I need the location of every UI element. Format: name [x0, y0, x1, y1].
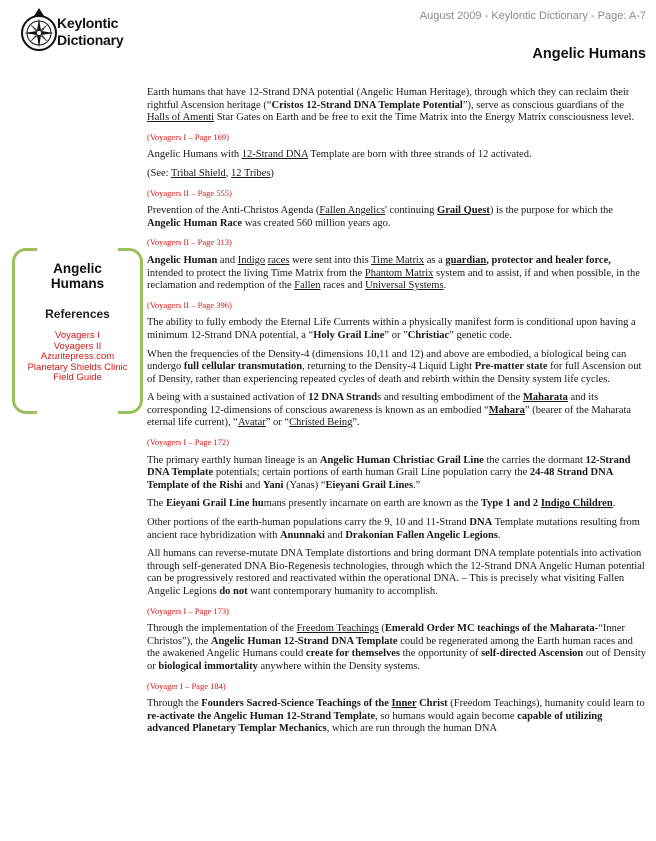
paragraph [147, 317, 646, 342]
text-run: and [242, 479, 263, 491]
emphasis-text: Christ [416, 698, 448, 710]
text-run: Star Gates on Earth and be free to exit the Time Matrix into the Energy Matrix consciousness level. [214, 112, 635, 124]
term-link[interactable]: 12-Strand DNA [241, 149, 308, 161]
text-run: out of Density or [147, 648, 646, 672]
text-run: . [443, 280, 447, 292]
text-run: s and resulting embodiment of the [377, 392, 523, 404]
text-run: potentials; certain portions of earth human Grail Line population carry the [213, 467, 530, 479]
emphasis-text: create for themselves [305, 648, 400, 660]
text-run: The [147, 498, 166, 510]
emphasis-text: capable of utilizing advanced Planetary Templar Mechanics [147, 710, 603, 735]
term-link[interactable]: Halls of Amenti [147, 112, 215, 124]
text-run: ”), serve as conscious guardians of the [462, 99, 625, 111]
paragraph [147, 87, 646, 125]
text-run: When the frequencies of the Density-4 (dimensions 10,11 and 12) and above are embodied, a biological being can undergo [147, 348, 627, 373]
emphasis-text: Emerald Order MC teachings of the Maharata- [384, 623, 599, 635]
source-citation: (Voyager I – Page 184) [147, 680, 226, 691]
term-link[interactable]: Phantom Matrix [364, 267, 434, 279]
term-link[interactable]: Inner [391, 698, 417, 710]
reference-link-planetary-shields-clinic[interactable]: Planetary Shields Clinic [27, 361, 128, 373]
text-run: Template are born with three strands of 12 activated. [308, 149, 532, 161]
page-title: Angelic Humans [532, 46, 646, 62]
text-run: ”. [352, 417, 360, 429]
text-run: The primary earthly human lineage is an [147, 454, 320, 466]
term-link[interactable]: Avatar [237, 417, 266, 429]
text-run: ) is the purpose for which the [489, 205, 613, 217]
paragraph [147, 205, 646, 230]
text-run: for full Ascension out of Density, rather than experiencing repeated cycles of death and rebirth within the Density system life cycles. [147, 361, 642, 385]
emphasis-text: do not [219, 586, 248, 597]
paragraph [147, 623, 646, 673]
text-run: Earth humans that have 12-Strand DNA potential (Angelic Human Heritage), through which they can reclaim their rightful Ascension heritage (“ [147, 87, 630, 111]
text-run: . [612, 498, 616, 510]
logo-wordmark [57, 15, 123, 49]
emphasis-text: Type 1 and 2 [480, 498, 541, 510]
text-run: ' continuing [384, 205, 438, 217]
text-run: ( [378, 623, 385, 635]
paragraph [147, 255, 646, 293]
text-run: want contemporary humanity to accomplish. [247, 586, 438, 597]
text-run: the opportunity of [400, 648, 482, 660]
term-link[interactable]: Freedom Teachings [296, 623, 379, 635]
text-run: as a [424, 254, 446, 266]
source-citation: (Voyagers I – Page 173) [147, 605, 229, 616]
text-run: ” (bearer of the Maharata eternal life current), “ [147, 404, 632, 429]
text-run: , which are run through the human DNA [326, 723, 498, 735]
sidebar-title-line-2: Humans [50, 276, 105, 291]
compass-emblem-icon [20, 6, 58, 54]
emphasis-text: 12-Strand DNA Template [147, 454, 631, 479]
text-run: ” genetic code. [449, 329, 512, 341]
reference-link-voyagers-2[interactable]: Voyagers II [53, 340, 102, 352]
source-citation: (Voyagers II – Page 555) [147, 187, 232, 198]
term-link[interactable]: Indigo [237, 254, 266, 266]
emphasis-text: Pre-matter state [474, 361, 548, 373]
emphasis-text: re-activate the Angelic Human 12-Strand Template [147, 710, 376, 722]
text-run: ” or ” [384, 329, 408, 341]
paragraph [147, 548, 646, 598]
emphasis-text: Eieyani Grail Line hu [165, 498, 264, 510]
term-link[interactable]: Maharata [522, 392, 568, 404]
header-meta: August 2009 - Keylontic Dictionary - Page: A-7 [419, 10, 646, 22]
paragraph [147, 498, 646, 511]
text-run: “Inner Christos”), the [147, 623, 626, 647]
reference-link-voyagers-1[interactable]: Voyagers I [55, 330, 100, 341]
text-run: .” [413, 479, 421, 491]
emphasis-text: Holy Grail Line [313, 329, 385, 341]
reference-link-azuritepress[interactable]: Azuritepress.com [40, 351, 115, 362]
text-run: Angelic Humans with [147, 149, 242, 161]
emphasis-text: 12 DNA Strand [308, 392, 378, 404]
emphasis-text: DNA [469, 517, 493, 529]
text-run: The ability to fully embody the Eternal Life Currents within a physically manifest form is conditional upon having a minimum 12-Strand DNA potential, a “ [147, 317, 636, 341]
source-citation: (Voyagers II – Page 396) [147, 299, 232, 310]
emphasis-text: Anunnaki [279, 529, 325, 541]
term-link[interactable]: Indigo Children [540, 498, 613, 510]
sidebar-panel [12, 248, 143, 414]
text-run: ” or “ [265, 417, 290, 429]
source-citation: (Voyagers I – Page 169) [147, 131, 229, 142]
logo-line-2: Dictionary [57, 32, 124, 48]
text-run: were sent into this [289, 254, 372, 266]
emphasis-text: 24-48 Strand DNA Template of the Rishi [147, 467, 613, 491]
text-run: All humans can reverse-mutate DNA Template distortions and bring dormant DNA template potentials into activation through self-generated DNA Bio-Regenesis technologies, through which the 12-Strand DNA Angelic Human potential can be progressively restored and reactivated within the operational DNA. – This is precisely what visiting Fallen Angelic Legions [147, 548, 645, 597]
term-link[interactable]: Christed Being [289, 417, 353, 429]
term-link[interactable]: Time Matrix [371, 254, 425, 266]
sidebar-title-line-1: Angelic [53, 261, 102, 276]
term-link[interactable]: Tribal Shield [171, 167, 226, 179]
emphasis-text: Angelic Human [147, 254, 218, 266]
emphasis-text: Eieyani Grail Lines [325, 479, 414, 491]
logo-line-1: Keylontic [57, 15, 119, 31]
sidebar-bracket-gap-bottom [37, 409, 118, 415]
text-run: A being with a sustained activation of [147, 392, 309, 404]
emphasis-text: Angelic Human Race [147, 217, 243, 229]
text-run: , [225, 167, 232, 179]
emphasis-text: biological immortality [158, 660, 258, 672]
article-body [147, 87, 646, 742]
text-run: Other portions of the earth-human populations carry the 9, 10 and 11-Strand [147, 517, 470, 529]
emphasis-text: Christiac [407, 329, 450, 341]
text-run: and its corresponding 12-dimensions of conscious awareness is known as an embodied “ [147, 392, 599, 416]
text-run: Through the implementation of the [147, 623, 297, 635]
term-link[interactable]: Grail Quest [437, 205, 490, 217]
paragraph [147, 455, 646, 493]
term-link[interactable]: Fallen Angelics [319, 205, 385, 217]
reference-links [15, 331, 140, 384]
emphasis-text: self-directed Ascension [481, 648, 584, 660]
see-also [147, 168, 646, 181]
text-run: mans presently incarnate on earth are known as the [263, 498, 481, 510]
sidebar-title [15, 261, 140, 291]
term-link[interactable]: Fallen [294, 280, 321, 292]
emphasis-text: Founders Sacred-Science Teachings of the [201, 698, 392, 710]
logo [20, 6, 130, 54]
paragraph [147, 149, 646, 162]
text-run: the carries the dormant [483, 454, 586, 466]
emphasis-text: , protector and healer force, [486, 254, 611, 266]
emphasis-text: Angelic Human Christiac Grail Line [319, 454, 484, 466]
reference-link-field-guide[interactable]: Field Guide [53, 372, 102, 383]
text-run: and [217, 254, 238, 266]
references-heading: References [45, 307, 110, 321]
source-citation: (Voyagers I – Page 172) [147, 437, 229, 448]
text-run: Template mutations resulting from ancient race hybridization with [147, 517, 640, 541]
text-run: . [497, 529, 501, 541]
text-run: (Freedom Teachings), humanity could learn to [447, 698, 645, 710]
text-run: , so humans would again become [375, 710, 518, 722]
term-link[interactable]: guardian [445, 254, 487, 266]
emphasis-text: Angelic Human 12-Strand DNA Template [210, 635, 398, 647]
text-run: races and [320, 280, 366, 292]
text-run: (Yanas) “ [283, 479, 326, 491]
paragraph [147, 349, 646, 387]
text-run: ) [270, 167, 274, 179]
term-link[interactable]: 12 Tribes [231, 167, 271, 179]
term-link[interactable]: Mahara [488, 404, 525, 416]
text-run: and [324, 529, 346, 541]
text-run: intended to protect the living Time Matrix from the [147, 267, 365, 279]
emphasis-text: Cristos 12-Strand DNA Template Potential [271, 99, 463, 111]
term-link[interactable]: races [267, 254, 290, 266]
text-run: Prevention of the Anti-Christos Agenda ( [147, 205, 320, 217]
text-run: (See: [147, 167, 172, 179]
sidebar-bracket-gap-top [37, 247, 118, 253]
paragraph [147, 392, 646, 430]
paragraph [147, 517, 646, 542]
emphasis-text: full cellular transmutation [183, 361, 303, 373]
text-run: , returning to the Density-4 Liquid Light [302, 361, 475, 373]
term-link[interactable]: Universal Systems [365, 280, 444, 292]
source-citation: (Voyagers II – Page 313) [147, 237, 232, 248]
emphasis-text: Drakonian Fallen Angelic Legions [345, 529, 498, 541]
text-run: anywhere within the Density systems. [257, 660, 420, 672]
text-run: Through the [147, 698, 202, 710]
emphasis-text: Yani [263, 479, 284, 491]
text-run: system and to assist, if and when possible, in the reclamation and redemption of the [147, 267, 640, 292]
text-run: was created 560 million years ago. [242, 217, 391, 229]
paragraph [147, 698, 646, 736]
text-run: could be regenerated among the Earth human races and the awakened Angelic Humans could [147, 635, 633, 660]
